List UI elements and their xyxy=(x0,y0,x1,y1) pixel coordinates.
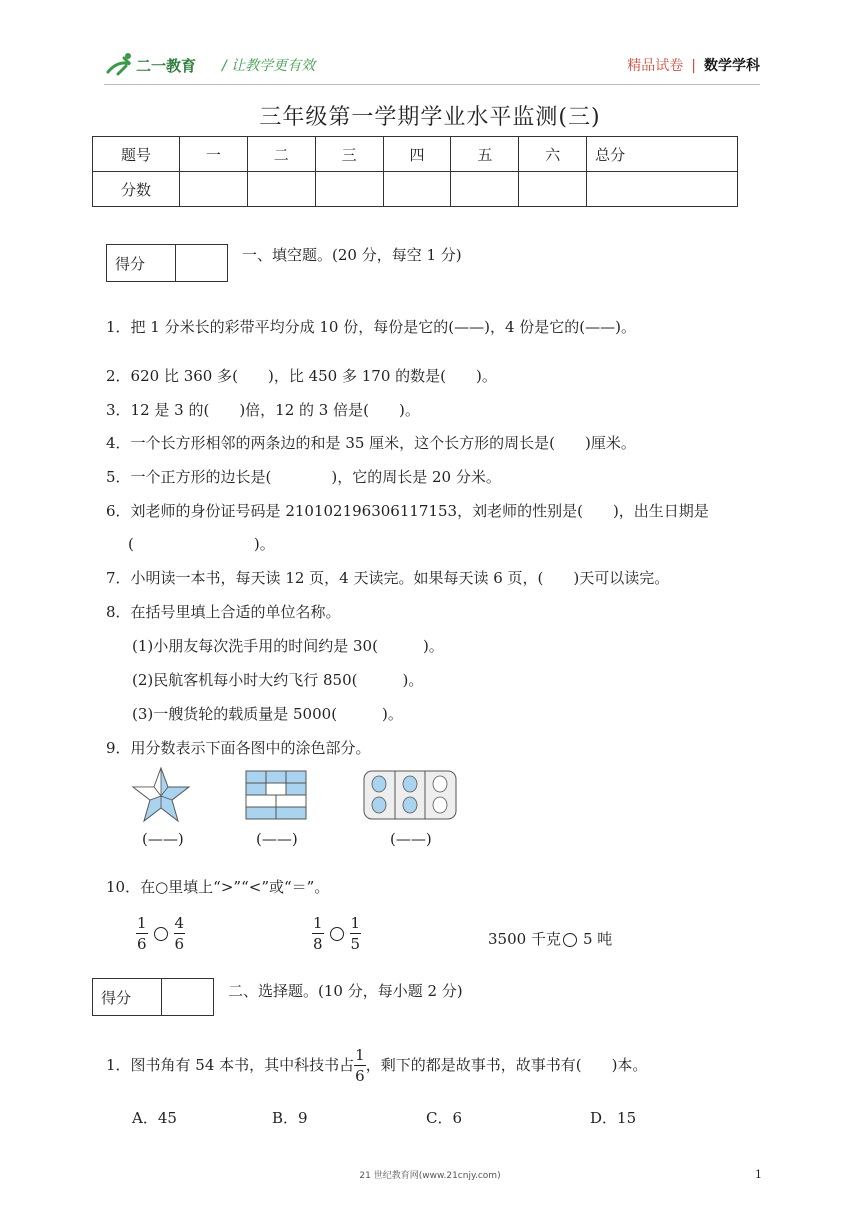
q10-compare-b xyxy=(312,916,361,952)
question-5: 5．一个正方形的边长是( )，它的周长是 20 分米。 xyxy=(106,468,501,486)
section2-score-box xyxy=(92,978,214,1016)
brand-logo-text: 二一教育 xyxy=(136,57,197,75)
fraction: $\frac{1}{5}$ xyxy=(350,914,361,953)
choice-q1-text-end: ，剩下的都是故事书，故事书有( )本。 xyxy=(365,1056,648,1074)
score-input-cell[interactable] xyxy=(315,172,383,207)
section2-score-input[interactable] xyxy=(162,979,213,1015)
q10-c-right: 5 吨 xyxy=(582,930,613,948)
choice-question-1 xyxy=(106,1048,647,1084)
score-table-cell: 一 xyxy=(180,137,248,172)
question-7: 7．小明读一本书，每天读 12 页，4 天读完。如果每天读 6 页，( )天可以读完。 xyxy=(106,569,670,587)
fraction: $\frac{1}{6}$ xyxy=(137,914,147,953)
score-table-cell: 总分 xyxy=(587,137,738,172)
q10-compare-a xyxy=(136,916,185,952)
grid-figure xyxy=(245,770,307,820)
score-input-cell[interactable] xyxy=(180,172,248,207)
header-tags xyxy=(627,55,760,75)
score-table-cell: 题号 xyxy=(93,137,180,172)
page-title: 三年级第一学期学业水平监测(三) xyxy=(259,105,601,130)
option-d[interactable]: D．15 xyxy=(590,1109,637,1127)
score-input-cell[interactable] xyxy=(587,172,738,207)
score-table xyxy=(92,136,738,207)
score-table-cell: 分数 xyxy=(93,172,180,207)
fraction: $\frac{1}{6}$ xyxy=(355,1046,365,1085)
score-table-header-row xyxy=(93,137,738,172)
question-2: 2．620 比 360 多( )，比 450 多 170 的数是( )。 xyxy=(106,367,497,385)
q10-compare-c xyxy=(488,928,612,949)
section2-score-label: 得分 xyxy=(93,979,162,1015)
question-4: 4．一个长方形相邻的两条边的和是 35 厘米，这个长方形的周长是( )厘米。 xyxy=(106,434,636,452)
question-1: 1．把 1 分米长的彩带平均分成 10 份，每份是它的(——)，4 份是它的(——)。 xyxy=(106,318,636,336)
strawberry-box-figure xyxy=(363,770,457,820)
q9-blank-3[interactable]: (——) xyxy=(390,830,432,848)
q10-c-left: 3500 千克 xyxy=(488,930,561,948)
score-input-cell[interactable] xyxy=(519,172,587,207)
brand-logo xyxy=(104,50,197,78)
compare-circle[interactable] xyxy=(330,927,344,941)
fraction: $\frac{1}{8}$ xyxy=(313,914,323,953)
option-a[interactable]: A．45 xyxy=(132,1109,177,1127)
header-rule xyxy=(104,84,760,85)
score-input-cell[interactable] xyxy=(247,172,315,207)
choice-q1-text: 1．图书角有 54 本书，其中科技书占 xyxy=(106,1056,355,1074)
q9-blank-2[interactable]: (——) xyxy=(256,830,298,848)
star-figure xyxy=(130,766,192,824)
header-tag-right: 数学学科 xyxy=(704,58,760,74)
score-table-cell: 五 xyxy=(451,137,519,172)
score-table-cell: 六 xyxy=(519,137,587,172)
fraction: $\frac{4}{6}$ xyxy=(174,914,185,953)
option-c[interactable]: C．6 xyxy=(426,1109,463,1127)
header-slogan: / 让教学更有效 xyxy=(222,58,316,74)
q9-blank-1[interactable]: (——) xyxy=(142,830,184,848)
section2-heading: 二、选择题。(10 分，每小题 2 分) xyxy=(228,982,463,1000)
option-b[interactable]: B．9 xyxy=(272,1109,308,1127)
question-8-3: (3)一艘货轮的载质量是 5000( )。 xyxy=(132,705,403,723)
question-8-2: (2)民航客机每小时大约飞行 850( )。 xyxy=(132,671,424,689)
header-tag-left: 精品试卷 xyxy=(627,58,684,74)
section1-heading: 一、填空题。(20 分，每空 1 分) xyxy=(242,246,462,264)
compare-circle[interactable] xyxy=(154,927,168,941)
score-table-cell: 二 xyxy=(247,137,315,172)
question-8-1: (1)小朋友每次洗手用的时间约是 30( )。 xyxy=(132,637,444,655)
score-input-cell[interactable] xyxy=(451,172,519,207)
header-separator: | xyxy=(691,58,696,74)
score-table-cell: 四 xyxy=(383,137,451,172)
compare-circle[interactable] xyxy=(563,933,577,947)
question-6: 6．刘老师的身份证号码是 210102196306117153，刘老师的性别是( )，出生日期是 xyxy=(106,502,709,520)
question-8: 8．在括号里填上合适的单位名称。 xyxy=(106,603,341,621)
section1-score-label: 得分 xyxy=(107,245,176,281)
footer-text: 21 世纪教育网(www.21cnjy.com) xyxy=(359,1171,501,1181)
question-6-continued: ( )。 xyxy=(128,535,275,553)
section1-score-input[interactable] xyxy=(176,245,227,281)
score-input-cell[interactable] xyxy=(383,172,451,207)
question-10: 10．在○里填上“>”“<”或“＝”。 xyxy=(106,878,330,896)
score-table-cell: 三 xyxy=(315,137,383,172)
question-9: 9．用分数表示下面各图中的涂色部分。 xyxy=(106,739,371,757)
section1-score-box xyxy=(106,244,228,282)
question-3: 3．12 是 3 的( )倍，12 的 3 倍是( )。 xyxy=(106,401,420,419)
page-number: 1 xyxy=(755,1168,762,1181)
score-table-score-row xyxy=(93,172,738,207)
